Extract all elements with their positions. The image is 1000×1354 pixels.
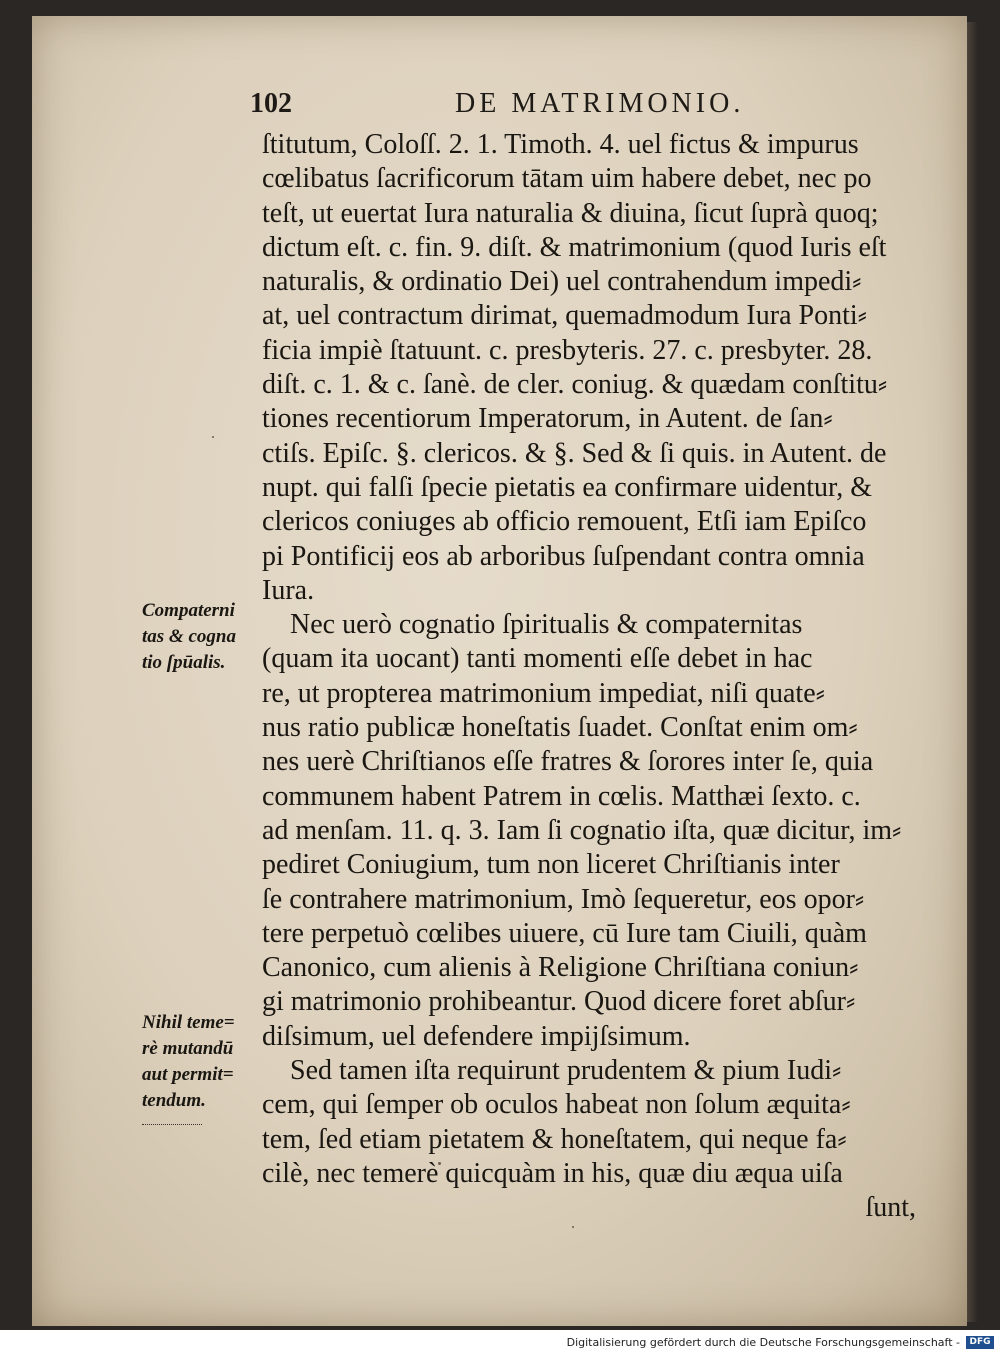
paragraph-start-line: Nec uerò cognatio ſpiritualis & compaternitas — [290, 609, 803, 641]
text-line: cem, qui ſemper ob oculos habeat non ſolum æquita⸗ — [262, 1089, 851, 1121]
text-line: ficia impiè ſtatuunt. c. presbyteris. 27. c. presbyter. 28. — [262, 334, 873, 366]
text-line: ad menſam. 11. q. 3. Iam ſi cognatio iſta, quæ dicitur, im⸗ — [262, 814, 902, 846]
text-line: re, ut propterea matrimonium impediat, niſi quate⸗ — [262, 677, 825, 709]
paragraph-start-line: Sed tamen iſta requirunt prudentem & pium Iudi⸗ — [290, 1055, 842, 1087]
text-line: diſt. c. 1. & c. ſanè. de cler. coniug. & quædam conſtitu⸗ — [262, 369, 888, 401]
catchword: ſunt, — [865, 1192, 916, 1224]
running-head — [250, 88, 770, 128]
marginal-note-compaternitas — [142, 598, 260, 676]
text-line: tiones recentiorum Imperatorum, in Autent. de ſan⸗ — [262, 403, 833, 435]
paper-speck — [212, 436, 214, 438]
text-line: diſsimum, uel defendere impijſsimum. — [262, 1020, 691, 1052]
text-line: clericos coniuges ab officio remouent, Etſi iam Epiſco — [262, 506, 867, 538]
text-line: ctiſs. Epiſc. §. clericos. & §. Sed & ſi quis. in Autent. de — [262, 437, 887, 469]
marginal-note-line: aut permit= — [142, 1064, 234, 1085]
body-text — [262, 128, 922, 1226]
text-line: pediret Coniugium, tum non liceret Chriſtianis inter — [262, 849, 840, 881]
text-line: (quam ita uocant) tanti momenti eſſe debet in hac — [262, 643, 813, 675]
text-line: tere perpetuò cœlibes uiuere, cū Iure tam Ciuili, quàm — [262, 917, 867, 949]
text-line: nes uerè Chriſtianos eſſe fratres & ſorores inter ſe, quia — [262, 746, 874, 778]
text-line: pi Pontificij eos ab arboribus ſuſpendant contra omnia — [262, 540, 865, 572]
text-line: at, uel contractum dirimat, quemadmodum Iura Ponti⸗ — [262, 300, 867, 332]
marginal-note-nihil-temere — [142, 1010, 260, 1114]
text-line: cilè, nec temerè quicquàm in his, quæ diu æqua uiſa — [262, 1157, 843, 1189]
marginal-note-line: tio ſpūalis. — [142, 652, 226, 673]
text-line: ſtitutum, Coloſſ. 2. 1. Timoth. 4. uel fictus & impurus — [262, 129, 859, 160]
text-line: Canonico, cum alienis à Religione Chriſtiana coniun⸗ — [262, 952, 859, 984]
paper-speck — [572, 1226, 574, 1228]
text-line: communem habent Patrem in cœlis. Matthæi ſexto. c. — [262, 780, 861, 812]
marginal-note-line: Nihil teme= — [142, 1012, 235, 1033]
marginal-note-line: tas & cogna — [142, 626, 236, 647]
marginal-note-line: rè mutandū — [142, 1038, 234, 1059]
text-line: nus ratio publicæ honeſtatis ſuadet. Conſtat enim om⸗ — [262, 712, 858, 744]
text-line: nupt. qui falſi ſpecie pietatis ea confirmare uidentur, & — [262, 471, 872, 503]
text-line: gi matrimonio prohibeantur. Quod dicere foret abſur⸗ — [262, 986, 856, 1018]
text-line: cœlibatus ſacrificorum tātam uim habere debet, nec po — [262, 163, 872, 195]
page-number: 102 — [250, 88, 292, 119]
text-line: tem, ſed etiam pietatem & honeſtatem, qui neque fa⸗ — [262, 1123, 847, 1155]
running-head-title: DE MATRIMONIO. — [455, 88, 745, 119]
text-line: dictum eſt. c. fin. 9. diſt. & matrimonium (quod Iuris eſt — [262, 231, 887, 263]
text-line: Iura. — [262, 574, 315, 606]
marginal-note-line: Compaterni — [142, 600, 235, 621]
marginal-note-rule — [142, 1124, 202, 1126]
dfg-logo: DFG — [966, 1336, 994, 1349]
text-line: teſt, ut euertat Iura naturalia & diuina, ſicut ſuprà quoq; — [262, 197, 879, 229]
digitization-credit: Digitalisierung gefördert durch die Deutsche Forschungsgemeinschaft - — [566, 1336, 960, 1349]
text-line: naturalis, & ordinatio Dei) uel contrahendum impedi⸗ — [262, 266, 862, 298]
marginal-note-line: tendum. — [142, 1090, 206, 1111]
text-line: ſe contrahere matrimonium, Imò ſequeretur, eos opor⸗ — [262, 883, 865, 915]
